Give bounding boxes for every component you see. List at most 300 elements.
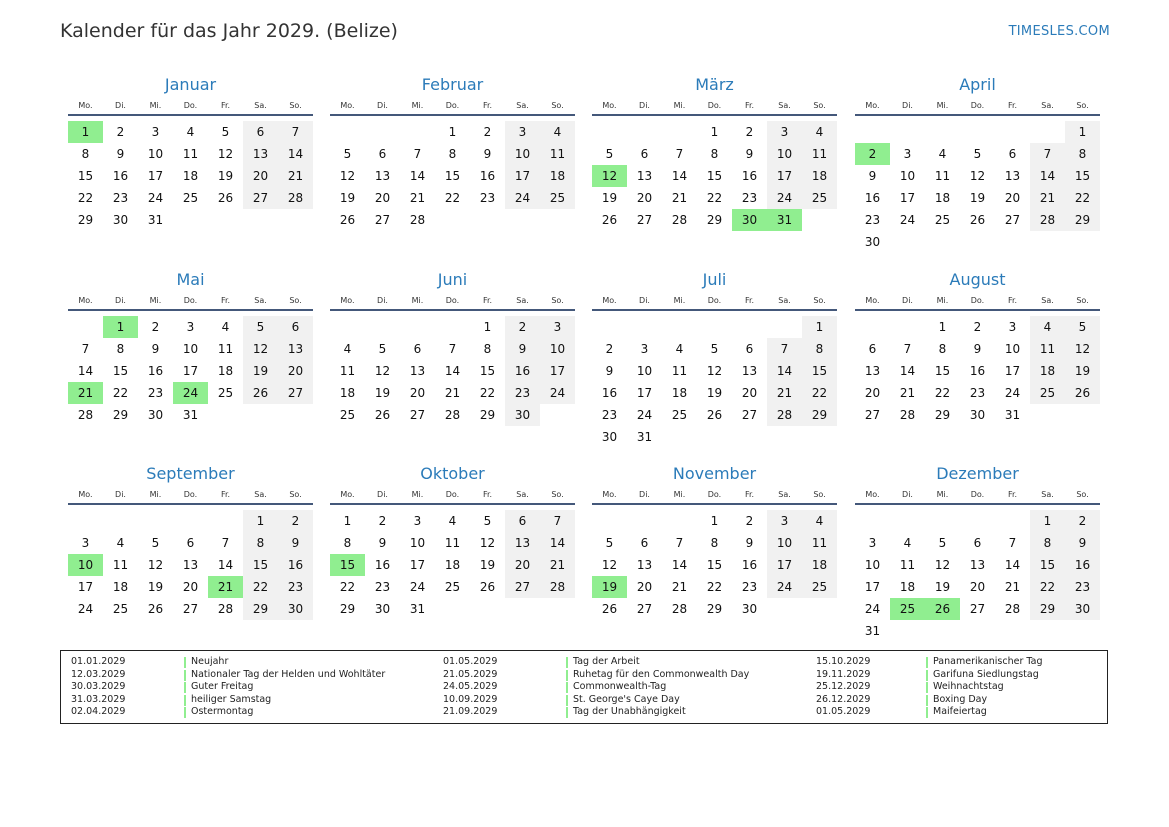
day-cell: 16	[741, 169, 758, 183]
holiday-name: Tag der Unabhängigkeit	[573, 706, 686, 717]
day-cell: 19	[339, 191, 356, 205]
day-cell: 8	[802, 338, 837, 360]
month-name: Dezember	[936, 464, 1019, 483]
day-cell: 16	[374, 558, 391, 572]
weekday-header: Sa.	[516, 101, 529, 110]
day-cell: 21	[899, 386, 916, 400]
day-cell: 24	[767, 576, 802, 598]
day-cell: 20	[636, 580, 653, 594]
weekday-header: Fr.	[220, 490, 231, 499]
day-cell: 10	[1004, 342, 1021, 356]
weekday-header: Mi.	[936, 490, 949, 499]
day-cell: 1	[802, 316, 837, 338]
day-cell: 2	[505, 316, 540, 338]
weekday-header: So.	[1076, 490, 1089, 499]
day-cell: 3	[505, 121, 540, 143]
weekday-header: Do.	[707, 101, 722, 110]
weekday-header: Fr.	[220, 101, 231, 110]
weekday-header: Sa.	[778, 490, 791, 499]
day-cell: 3	[540, 316, 575, 338]
day-cell: 8	[938, 342, 947, 356]
day-cell: 10	[636, 364, 653, 378]
day-cell: 6	[278, 316, 313, 338]
day-cell: 18	[1030, 360, 1065, 382]
day-cell: 11	[802, 143, 837, 165]
day-cell: 28	[278, 187, 313, 209]
day-cell: 12	[601, 558, 618, 572]
day-cell: 6	[505, 510, 540, 532]
day-cell: 23	[112, 191, 129, 205]
day-cell: 26	[969, 213, 986, 227]
month-name: Januar	[164, 75, 217, 94]
month-10	[330, 464, 575, 649]
day-cell: 13	[374, 169, 391, 183]
day-cell: 6	[186, 536, 195, 550]
month-4	[855, 75, 1100, 260]
day-cell: 10	[864, 558, 881, 572]
day-cell: 21	[444, 386, 461, 400]
day-cell: 23	[601, 408, 618, 422]
day-cell: 18	[540, 165, 575, 187]
day-cell: 29	[1065, 209, 1100, 231]
day-cell: 27	[374, 213, 391, 227]
weekday-header: Mo.	[865, 490, 880, 499]
day-cell: 16	[864, 191, 881, 205]
weekday-header: Do.	[445, 296, 460, 305]
weekday-header: Sa.	[254, 490, 267, 499]
day-cell: 25	[112, 602, 129, 616]
day-cell: 4	[116, 536, 125, 550]
day-cell: 22	[243, 576, 278, 598]
day-cell: 5	[938, 536, 947, 550]
day-cell: 3	[81, 536, 90, 550]
day-cell: 11	[339, 364, 356, 378]
day-cell: 11	[444, 536, 461, 550]
day-cell: 15	[330, 554, 365, 576]
holiday-name: Garifuna Siedlungstag	[933, 668, 1039, 680]
day-cell: 25	[890, 598, 925, 620]
day-cell: 10	[540, 338, 575, 360]
holiday-date: 01.05.2029	[443, 656, 498, 667]
weekday-header: Fr.	[220, 296, 231, 305]
weekday-header: Do.	[183, 101, 198, 110]
day-cell: 28	[540, 576, 575, 598]
day-cell: 11	[802, 532, 837, 554]
day-cell: 22	[1065, 187, 1100, 209]
day-cell: 17	[899, 191, 916, 205]
weekday-header: Di.	[377, 296, 388, 305]
holiday-name: Boxing Day	[933, 693, 988, 705]
brand-link[interactable]: TIMESLES.COM	[1008, 24, 1110, 39]
weekday-header: Do.	[707, 296, 722, 305]
day-cell: 30	[147, 408, 164, 422]
day-cell: 9	[973, 342, 982, 356]
weekday-header: So.	[289, 296, 302, 305]
holiday-list	[60, 650, 1108, 724]
day-cell: 2	[745, 125, 754, 139]
day-cell: 16	[741, 558, 758, 572]
weekday-header: Sa.	[778, 296, 791, 305]
day-cell: 14	[409, 169, 426, 183]
day-cell: 22	[479, 386, 496, 400]
day-cell: 8	[81, 147, 90, 161]
holiday-name: Commonwealth-Tag	[573, 681, 667, 692]
day-cell: 5	[343, 147, 352, 161]
day-cell: 6	[745, 342, 754, 356]
month-name: August	[949, 270, 1006, 289]
day-cell: 1	[938, 320, 947, 334]
day-cell: 24	[77, 602, 94, 616]
weekday-header: So.	[813, 296, 826, 305]
day-cell: 22	[339, 580, 356, 594]
weekday-header: Di.	[902, 101, 913, 110]
day-cell: 5	[973, 147, 982, 161]
day-cell: 1	[103, 316, 138, 338]
month-name: April	[959, 75, 996, 94]
day-cell: 24	[1004, 386, 1021, 400]
weekday-header: Di.	[902, 296, 913, 305]
weekday-header: Fr.	[744, 490, 755, 499]
day-cell: 12	[374, 364, 391, 378]
day-cell: 29	[243, 598, 278, 620]
holiday-marker	[566, 670, 568, 681]
day-cell: 3	[640, 342, 649, 356]
day-cell: 24	[767, 187, 802, 209]
day-cell: 19	[147, 580, 164, 594]
day-cell: 16	[601, 386, 618, 400]
day-cell: 3	[1008, 320, 1017, 334]
day-cell: 12	[479, 536, 496, 550]
day-cell: 1	[343, 514, 352, 528]
day-cell: 19	[592, 576, 627, 598]
day-cell: 17	[505, 165, 540, 187]
weekday-header: Di.	[639, 101, 650, 110]
holiday-name: Ostermontag	[191, 706, 254, 717]
day-cell: 14	[671, 558, 688, 572]
day-cell: 23	[479, 191, 496, 205]
day-cell: 11	[934, 169, 951, 183]
holiday-marker	[184, 707, 186, 718]
day-cell: 17	[636, 386, 653, 400]
day-cell: 3	[767, 121, 802, 143]
weekday-header: Do.	[445, 490, 460, 499]
holiday-marker	[926, 707, 928, 718]
day-cell: 9	[745, 147, 754, 161]
day-cell: 22	[112, 386, 129, 400]
day-cell: 29	[479, 408, 496, 422]
weekday-header: Mo.	[78, 101, 93, 110]
day-cell: 12	[147, 558, 164, 572]
day-cell: 20	[1004, 191, 1021, 205]
day-cell: 13	[1004, 169, 1021, 183]
weekday-header: Mi.	[149, 101, 162, 110]
weekday-header: Do.	[970, 296, 985, 305]
holiday-date: 21.05.2029	[443, 668, 498, 680]
month-3	[592, 75, 837, 260]
day-cell: 11	[182, 147, 199, 161]
holiday-date: 10.09.2029	[443, 693, 498, 705]
day-cell: 18	[671, 386, 688, 400]
weekday-header: Fr.	[1007, 296, 1018, 305]
day-cell: 12	[339, 169, 356, 183]
day-cell: 14	[217, 558, 234, 572]
day-cell: 24	[864, 602, 881, 616]
day-cell: 3	[903, 147, 912, 161]
day-cell: 22	[1030, 576, 1065, 598]
day-cell: 2	[855, 143, 890, 165]
day-cell: 20	[243, 165, 278, 187]
day-cell: 24	[899, 213, 916, 227]
day-cell: 27	[969, 602, 986, 616]
day-cell: 7	[903, 342, 912, 356]
holiday-marker	[926, 670, 928, 681]
day-cell: 22	[706, 580, 723, 594]
day-cell: 17	[1004, 364, 1021, 378]
day-cell: 25	[1030, 382, 1065, 404]
day-cell: 9	[1065, 532, 1100, 554]
holiday-name: Panamerikanischer Tag	[933, 656, 1043, 667]
weekday-header: Fr.	[1007, 101, 1018, 110]
month-name: November	[672, 464, 757, 483]
day-cell: 7	[675, 147, 684, 161]
day-cell: 27	[636, 602, 653, 616]
day-cell: 14	[278, 143, 313, 165]
day-cell: 15	[77, 169, 94, 183]
day-cell: 16	[479, 169, 496, 183]
day-cell: 20	[409, 386, 426, 400]
day-cell: 26	[374, 408, 391, 422]
day-cell: 29	[1030, 598, 1065, 620]
day-cell: 3	[868, 536, 877, 550]
day-cell: 3	[413, 514, 422, 528]
day-cell: 7	[278, 121, 313, 143]
holiday-name: Maifeiertag	[933, 706, 987, 717]
day-cell: 24	[540, 382, 575, 404]
day-cell: 9	[868, 169, 877, 183]
day-cell: 30	[112, 213, 129, 227]
day-cell: 10	[409, 536, 426, 550]
day-cell: 21	[671, 580, 688, 594]
holiday-date: 24.05.2029	[443, 681, 498, 692]
day-cell: 11	[899, 558, 916, 572]
day-cell: 1	[1065, 121, 1100, 143]
day-cell: 10	[182, 342, 199, 356]
weekday-header: Sa.	[778, 101, 791, 110]
day-cell: 9	[483, 147, 492, 161]
day-cell: 23	[741, 580, 758, 594]
day-cell: 11	[112, 558, 129, 572]
day-cell: 1	[68, 121, 103, 143]
day-cell: 21	[68, 382, 103, 404]
day-cell: 8	[710, 147, 719, 161]
day-cell: 5	[378, 342, 387, 356]
weekday-header: Mo.	[340, 296, 355, 305]
day-cell: 7	[81, 342, 90, 356]
holiday-name: Weihnachtstag	[933, 681, 1004, 692]
day-cell: 4	[802, 121, 837, 143]
day-cell: 16	[147, 364, 164, 378]
day-cell: 7	[448, 342, 457, 356]
day-cell: 24	[147, 191, 164, 205]
day-cell: 13	[505, 532, 540, 554]
day-cell: 24	[409, 580, 426, 594]
weekday-header: Mo.	[78, 490, 93, 499]
holiday-name: Guter Freitag	[191, 681, 254, 692]
holiday-marker	[926, 695, 928, 706]
day-cell: 7	[767, 338, 802, 360]
day-cell: 20	[182, 580, 199, 594]
day-cell: 8	[1065, 143, 1100, 165]
day-cell: 2	[151, 320, 160, 334]
day-cell: 13	[741, 364, 758, 378]
weekday-header: Fr.	[482, 296, 493, 305]
day-cell: 12	[969, 169, 986, 183]
weekday-header: Sa.	[1041, 101, 1054, 110]
page-title: Kalender für das Jahr 2029. (Belize)	[60, 20, 398, 42]
holiday-date: 02.04.2029	[71, 706, 126, 717]
day-cell: 13	[182, 558, 199, 572]
day-cell: 28	[1004, 602, 1021, 616]
day-cell: 2	[745, 514, 754, 528]
month-name: März	[695, 75, 734, 94]
day-cell: 20	[278, 360, 313, 382]
weekday-header: Fr.	[1007, 490, 1018, 499]
day-cell: 8	[483, 342, 492, 356]
weekday-header: So.	[1076, 296, 1089, 305]
day-cell: 13	[243, 143, 278, 165]
day-cell: 18	[899, 580, 916, 594]
month-name: Juni	[437, 270, 468, 289]
day-cell: 25	[182, 191, 199, 205]
month-7	[592, 270, 837, 455]
weekday-header: So.	[813, 490, 826, 499]
day-cell: 16	[969, 364, 986, 378]
day-cell: 30	[864, 235, 881, 249]
day-cell: 19	[374, 386, 391, 400]
day-cell: 1	[710, 125, 719, 139]
weekday-header: Di.	[115, 296, 126, 305]
day-cell: 12	[1065, 338, 1100, 360]
day-cell: 18	[802, 165, 837, 187]
day-cell: 2	[1065, 510, 1100, 532]
holiday-date: 15.10.2029	[816, 656, 871, 667]
weekday-header: Di.	[115, 101, 126, 110]
weekday-header: Mi.	[673, 101, 686, 110]
weekday-header: Mo.	[602, 490, 617, 499]
weekday-header: Mi.	[149, 490, 162, 499]
weekday-header: Do.	[183, 296, 198, 305]
weekday-header: Mi.	[149, 296, 162, 305]
holiday-name: St. George's Caye Day	[573, 693, 680, 705]
day-cell: 5	[483, 514, 492, 528]
month-rule	[68, 503, 313, 505]
day-cell: 12	[706, 364, 723, 378]
day-cell: 7	[1008, 536, 1017, 550]
day-cell: 14	[77, 364, 94, 378]
day-cell: 17	[864, 580, 881, 594]
day-cell: 24	[505, 187, 540, 209]
month-rule	[68, 114, 313, 116]
day-cell: 22	[706, 191, 723, 205]
day-cell: 23	[505, 382, 540, 404]
day-cell: 27	[741, 408, 758, 422]
day-cell: 27	[409, 408, 426, 422]
day-cell: 2	[483, 125, 492, 139]
day-cell: 3	[151, 125, 160, 139]
month-name: Mai	[176, 270, 205, 289]
holiday-name: Tag der Arbeit	[573, 656, 640, 667]
holiday-marker	[926, 682, 928, 693]
day-cell: 23	[969, 386, 986, 400]
day-cell: 19	[243, 360, 278, 382]
day-cell: 25	[802, 187, 837, 209]
day-cell: 20	[505, 554, 540, 576]
day-cell: 2	[378, 514, 387, 528]
holiday-marker	[184, 695, 186, 706]
weekday-header: So.	[551, 490, 564, 499]
day-cell: 27	[243, 187, 278, 209]
day-cell: 8	[243, 532, 278, 554]
day-cell: 27	[505, 576, 540, 598]
weekday-header: Mo.	[340, 101, 355, 110]
weekday-header: Do.	[183, 490, 198, 499]
day-cell: 16	[278, 554, 313, 576]
day-cell: 27	[636, 213, 653, 227]
day-cell: 17	[540, 360, 575, 382]
day-cell: 21	[1030, 187, 1065, 209]
month-1	[68, 75, 313, 260]
day-cell: 25	[540, 187, 575, 209]
day-cell: 26	[601, 602, 618, 616]
day-cell: 26	[339, 213, 356, 227]
weekday-header: Fr.	[482, 101, 493, 110]
weekday-header: Mi.	[411, 296, 424, 305]
day-cell: 11	[671, 364, 688, 378]
day-cell: 5	[605, 147, 614, 161]
day-cell: 21	[671, 191, 688, 205]
weekday-header: Di.	[377, 490, 388, 499]
day-cell: 19	[217, 169, 234, 183]
day-cell: 17	[147, 169, 164, 183]
day-cell: 12	[243, 338, 278, 360]
day-cell: 14	[1030, 165, 1065, 187]
day-cell: 31	[409, 602, 426, 616]
day-cell: 31	[182, 408, 199, 422]
day-cell: 27	[278, 382, 313, 404]
day-cell: 31	[1004, 408, 1021, 422]
day-cell: 28	[217, 602, 234, 616]
day-cell: 29	[339, 602, 356, 616]
weekday-header: Mo.	[865, 296, 880, 305]
day-cell: 20	[864, 386, 881, 400]
day-cell: 28	[77, 408, 94, 422]
holiday-date: 25.12.2029	[816, 681, 871, 692]
month-8	[855, 270, 1100, 455]
day-cell: 9	[605, 364, 614, 378]
day-cell: 11	[217, 342, 234, 356]
day-cell: 18	[934, 191, 951, 205]
day-cell: 18	[217, 364, 234, 378]
day-cell: 26	[217, 191, 234, 205]
holiday-marker	[184, 657, 186, 668]
day-cell: 3	[186, 320, 195, 334]
day-cell: 19	[1065, 360, 1100, 382]
day-cell: 28	[767, 404, 802, 426]
day-cell: 5	[605, 536, 614, 550]
holiday-name: Nationaler Tag der Helden und Wohltäter	[191, 668, 386, 680]
day-cell: 14	[671, 169, 688, 183]
day-cell: 9	[278, 532, 313, 554]
